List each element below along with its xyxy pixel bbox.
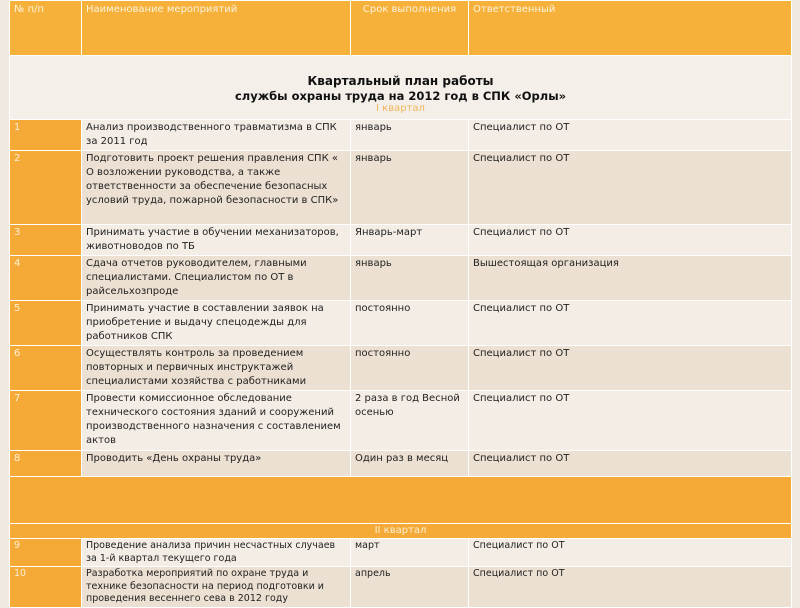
row-term: 2 раза в год Весной осенью [351, 391, 469, 451]
quarter-1-label: I квартал [376, 103, 425, 114]
row-name: Осуществлять контроль за проведением повторных и первичных инструктажей специалистами хозяйства с работниками [82, 346, 351, 391]
plan-table [9, 0, 792, 608]
table-row [10, 151, 792, 225]
row-resp: Специалист по ОТ [469, 451, 792, 477]
row-term: январь [351, 256, 469, 301]
header-resp: Ответственный [469, 1, 792, 56]
row-name: Проводить «День охраны труда» [82, 451, 351, 477]
title-row [10, 56, 792, 120]
row-num: 5 [10, 301, 82, 346]
table-header [10, 1, 792, 56]
row-term: постоянно [351, 346, 469, 391]
row-term: январь [351, 120, 469, 151]
plan-title-line2: службы охраны труда на 2012 год в СПК «Орлы» [234, 89, 567, 103]
table-row [10, 567, 792, 608]
row-resp: Специалист по ОТ [469, 346, 792, 391]
table-row [10, 120, 792, 151]
row-resp: Специалист по ОТ [469, 539, 792, 567]
row-num: 10 [10, 567, 82, 608]
row-num: 6 [10, 346, 82, 391]
table-row [10, 391, 792, 451]
row-name: Принимать участие в обучении механизаторов, животноводов по ТБ [82, 225, 351, 256]
row-num: 9 [10, 539, 82, 567]
quarter-band [10, 477, 792, 524]
header-name: Наименование мероприятий [82, 1, 351, 56]
row-name: Сдача отчетов руководителем, главными специалистами. Специалистом по ОТ в райсельхозпроде [82, 256, 351, 301]
table-row [10, 451, 792, 477]
row-resp: Вышестоящая организация [469, 256, 792, 301]
row-num: 2 [10, 151, 82, 225]
quarter-2-label: II квартал [10, 524, 792, 539]
table-row [10, 346, 792, 391]
row-resp: Специалист по ОТ [469, 225, 792, 256]
row-term: март [351, 539, 469, 567]
row-name: Разработка мероприятий по охране труда и технике безопасности на период подготовки и проведения весеннего сева в 2012 году [82, 567, 351, 608]
slide [9, 0, 791, 604]
row-num: 3 [10, 225, 82, 256]
row-num: 8 [10, 451, 82, 477]
row-name: Подготовить проект решения правления СПК « О возложении руководства, а также ответственности за обеспечение безопасных условий труда, пожарной безопасности в СПК» [82, 151, 351, 225]
row-term: Один раз в месяц [351, 451, 469, 477]
row-name: Анализ производственного травматизма в СПК за 2011 год [82, 120, 351, 151]
table-row [10, 256, 792, 301]
plan-title-line1: Квартальный план работы [307, 74, 494, 88]
row-resp: Специалист по ОТ [469, 120, 792, 151]
row-num: 7 [10, 391, 82, 451]
row-term: январь [351, 151, 469, 225]
row-resp: Специалист по ОТ [469, 391, 792, 451]
table-row [10, 301, 792, 346]
header-term: Срок выполнения [351, 1, 469, 56]
row-resp: Специалист по ОТ [469, 301, 792, 346]
row-resp: Специалист по ОТ [469, 567, 792, 608]
row-term: постоянно [351, 301, 469, 346]
row-name: Проведение анализа причин несчастных случаев за 1-й квартал текущего года [82, 539, 351, 567]
row-term: апрель [351, 567, 469, 608]
row-num: 1 [10, 120, 82, 151]
row-name: Принимать участие в составлении заявок на приобретение и выдачу спецодежды для работников СПК [82, 301, 351, 346]
header-num: № п/п [10, 1, 82, 56]
row-resp: Специалист по ОТ [469, 151, 792, 225]
row-name: Провести комиссионное обследование технического состояния зданий и сооружений производственного назначения с составлением актов [82, 391, 351, 451]
row-num: 4 [10, 256, 82, 301]
table-row [10, 539, 792, 567]
row-term: Январь-март [351, 225, 469, 256]
quarter-2-row [10, 524, 792, 539]
table-row [10, 225, 792, 256]
